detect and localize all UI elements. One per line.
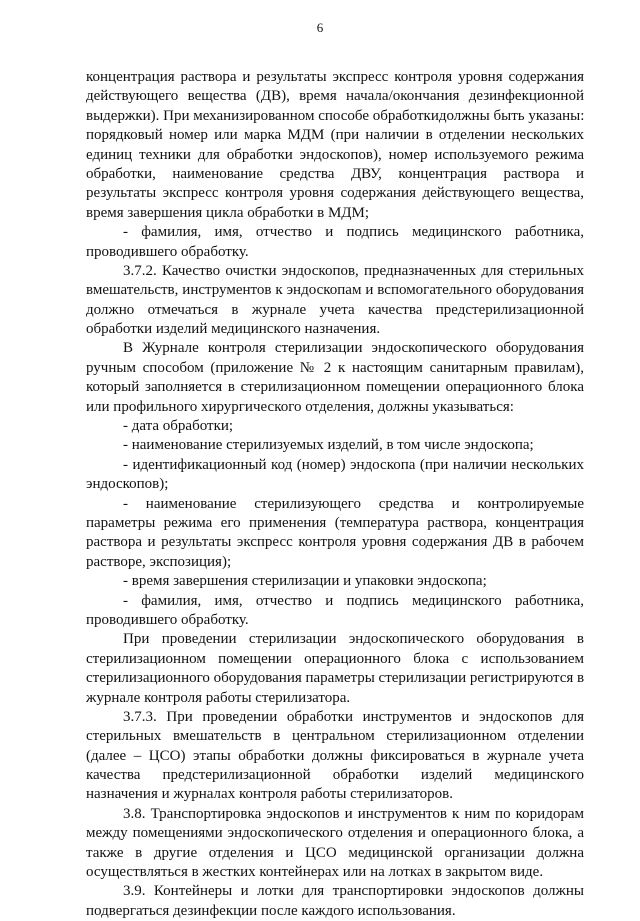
text-line: время завершения цикла обработки в МДМ; bbox=[86, 204, 370, 221]
text-line: проводившего обработку. bbox=[86, 243, 249, 260]
text-line: результаты экспресс контроля уровня содержания действующего вещества, bbox=[86, 185, 584, 202]
page-number: 6 bbox=[316, 20, 324, 35]
text-line: - фамилия, имя, отчество и подпись медицинского работника, bbox=[123, 224, 584, 241]
text-line: стерилизационного оборудования параметры стерилизации регистрируются в bbox=[86, 670, 585, 687]
text-line: (далее – ЦСО) этапы обработки должны фиксироваться в журнале учета bbox=[86, 747, 584, 764]
text-line: растворе, экспозиция); bbox=[86, 553, 232, 570]
text-line: раствора и результаты экспресс контроля уровня содержания ДВ в рабочем bbox=[86, 534, 584, 551]
text-line: журнале контроля работы стерилизатора. bbox=[86, 689, 351, 706]
text-line: действующего вещества (ДВ), время начала/окончания дезинфекционной bbox=[86, 88, 584, 105]
document-body bbox=[86, 68, 584, 921]
text-line: между помещениями эндоскопического отделения и операционного блока, а bbox=[86, 825, 584, 842]
text-line: концентрация раствора и результаты экспресс контроля уровня содержания bbox=[86, 69, 584, 85]
text-line: обработки, наименование средства ДВУ, концентрация раствора и bbox=[86, 165, 584, 182]
text-line: - дата обработки; bbox=[123, 418, 234, 435]
text-line: - наименование стерилизуемых изделий, в том числе эндоскопа; bbox=[123, 437, 534, 454]
text-line: порядковый номер или марка МДМ (при наличии в отделении нескольких bbox=[86, 127, 584, 144]
text-line: или профильного хирургического отделения, должны указываться: bbox=[86, 398, 514, 415]
text-line: 3.7.2. Качество очистки эндоскопов, предназначенных для стерильных bbox=[123, 262, 584, 279]
text-line: выдержки). При механизированном способе обработкидолжны быть указаны: bbox=[86, 107, 585, 124]
text-line: В Журнале контроля стерилизации эндоскопического оборудования bbox=[123, 340, 584, 357]
text-line: ручным способом (приложение № 2 к настоящим санитарным правилам), bbox=[86, 359, 584, 376]
text-line: также в другие отделения и ЦСО медицинской организации должна bbox=[86, 844, 584, 861]
text-line: 3.9. Контейнеры и лотки для транспортировки эндоскопов должны bbox=[123, 883, 584, 900]
text-line: 3.7.3. При проведении обработки инструментов и эндоскопов для bbox=[123, 708, 584, 725]
text-line: - наименование стерилизующего средства и контролируемые bbox=[123, 495, 584, 512]
text-line: качества предстерилизационной обработки изделий медицинского bbox=[86, 767, 584, 784]
text-line: назначения и журналах контроля работы стерилизаторов. bbox=[86, 786, 453, 803]
text-line: стерилизационном помещении операционного блока с использованием bbox=[86, 650, 584, 667]
text-line: При проведении стерилизации эндоскопического оборудования в bbox=[123, 631, 584, 648]
text-line: 3.8. Транспортировка эндоскопов и инструментов к ним по коридорам bbox=[123, 805, 584, 822]
text-line: единиц техники для обработки эндоскопов), номер используемого режима bbox=[86, 146, 584, 163]
text-line: вмешательств, инструментов к эндоскопам и вспомогательного оборудования bbox=[86, 282, 584, 299]
text-line: эндоскопов); bbox=[86, 476, 169, 493]
text-line: - фамилия, имя, отчество и подпись медицинского работника, bbox=[123, 592, 584, 609]
text-line: - время завершения стерилизации и упаковки эндоскопа; bbox=[123, 573, 487, 590]
text-line: - идентификационный код (номер) эндоскопа (при наличии нескольких bbox=[123, 456, 584, 473]
text-line: осуществляться в жестких контейнерах или на лотках в закрытом виде. bbox=[86, 864, 544, 881]
text-line: параметры режима его применения (температура раствора, концентрация bbox=[86, 514, 584, 531]
text-line: который заполняется в стерилизационном помещении операционного блока bbox=[86, 379, 584, 396]
text-line: стерильных вмешательств в центральном стерилизационном отделении bbox=[86, 728, 584, 745]
text-line: должно отмечаться в журнале учета качества предстерилизационной bbox=[86, 301, 584, 318]
text-line: проводившего обработку. bbox=[86, 611, 249, 628]
text-line: подвергаться дезинфекции после каждого использования. bbox=[86, 902, 456, 919]
text-line: обработки изделий медицинского назначения. bbox=[86, 321, 381, 338]
